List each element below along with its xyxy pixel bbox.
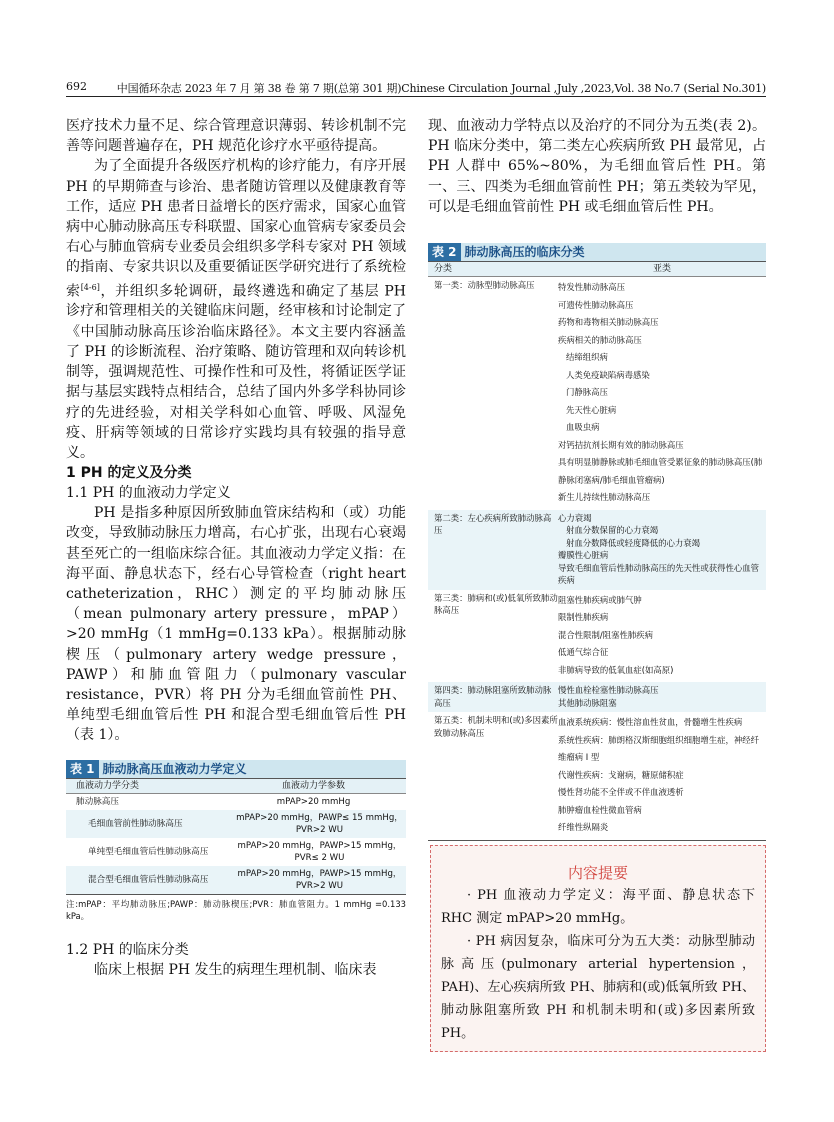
table-row (428, 277, 766, 510)
paragraph: 现、血液动力学特点以及治疗的不同分为五类(表 2)。PH 临床分类中，第二类左心疾病所致 PH 最常见，占 PH 人群中 65%~80%，为毛细血管后性 PH。第一、三、四类为毛细血管前性 PH；第五类较为罕见，可以是毛细血管前性 PH 或毛细血管后性 PH。 (428, 118, 766, 215)
column-header: 血液动力学参数 (281, 780, 345, 791)
paragraph: PH 是指多种原因所致肺血管床结构和（或）功能改变，导致肺动脉压力增高，右心扩张，出现右心衰竭甚至死亡的一组临床综合征。其血液动力学定义指：在海平面、静息状态下，经右心导管检查（right heart catheterization，RHC）测定的平均肺动脉压（mean pulmonary artery pressure，mPAP）>20 mmHg（1 mmHg=0.133 kPa）。根据肺动脉楔压（pulmonary artery wedge pressure，PAWP）和肺血管阻力（pulmonary vascular resistance，PVR）将 PH 分为毛细血管前性 PH、单纯型毛细血管后性 PH 和混合型毛细血管后性 PH（表 1）。 (66, 505, 406, 744)
subcategory-item: 先天性心脏病 (566, 404, 617, 415)
subcategory-item: 慢性血栓栓塞性肺动脉高压 (558, 685, 659, 696)
subcategory-item: 限制性肺疾病 (558, 612, 609, 623)
table-caption (428, 243, 766, 261)
subcategory-item: 其他肺动脉阻塞 (558, 697, 617, 708)
subcategory-item: 疾病相关的肺动脉高压 (558, 334, 642, 345)
paragraph: 医疗技术力量不足、综合管理意识薄弱、转诊机制不完善等问题普遍存在，PH 规范化诊疗水平亟待提高。 (66, 118, 406, 155)
category-cell: 第一类：动脉型肺动脉高压 (434, 280, 535, 291)
right-column (428, 116, 766, 841)
category-cell: 第三类：肺病和(或)低氧所致肺动脉高压 (434, 592, 558, 616)
subcategory-item: 代谢性疾病：戈谢病，糖原储积症 (558, 769, 684, 780)
table-row (428, 510, 766, 590)
subcategory-item: 新生儿持续性肺动脉高压 (558, 492, 651, 503)
summary-box (430, 845, 766, 1052)
subcategory-item: 血液系统疾病：慢性溶血性贫血，骨髓增生性疾病 (558, 717, 743, 728)
paragraph: 为了全面提升各级医疗机构的诊疗能力，有序开展 PH 的早期筛查与诊治、患者随访管理以及健康教育等工作，适应 PH 患者日益增长的医疗需求，国家心血管病中心肺动脉高压专科联盟、国家心血管病专家委员会右心与肺血管病专业委员会组织多学科专家对 PH 领域的指南、专家共识以及重要循证医学研究进行了系统检索[4-6]，并组织多轮调研，最终遴选和确定了基层 PH 诊疗和管理相关的关键临床问题，经审核和讨论制定了《中国肺动脉高压诊治临床路径》。本文主要内容涵盖了 PH 的诊断流程、治疗策略、随访管理和双向转诊机制等，强调规范性、可操作性和可及性，将循证医学证据与基层实践特点相结合，总结了国内外多学科协同诊疗的先进经验，对相关学科如心血管、呼吸、风湿免疫、肝病等领域的日常诊疗实践均具有较强的指导意义。 (66, 158, 407, 461)
subcategory-item: 系统性疾病：肺朗格汉斯细胞组织细胞增生症，神经纤维瘤病 I 型 (558, 734, 759, 763)
subcategory-item: 射血分数保留的心力衰竭 (566, 525, 659, 536)
left-column (66, 116, 406, 980)
subcategory-item: 肺肿瘤血栓性微血管病 (558, 804, 642, 815)
summary-point: · PH 病因复杂，临床可分为五大类：动脉型肺动脉高压(pulmonary arterial hypertension，PAH)、左心疾病所致 PH、肺病和(或)低氧所致 PH、肺动脉阻塞所致 PH 和机制未明和(或)多因素所致 PH。 (441, 934, 755, 1041)
table-1 (66, 760, 406, 922)
table-row: 单纯型毛细血管后性肺动脉高压 mPAP>20 mmHg，PAWP>15 mmHg， PVR≤ 2 WU (88, 840, 402, 863)
table-number: 表 2 (428, 243, 461, 261)
subcategory-item: 人类免疫缺陷病毒感染 (566, 369, 650, 380)
table-row (428, 590, 766, 683)
table-row (428, 712, 766, 841)
table-header (428, 261, 766, 277)
subcategory-item: 药物和毒物相关肺动脉高压 (558, 317, 659, 328)
subcategory-item: 心力衰竭 (558, 512, 592, 523)
subcategory-item: 血吸虫病 (566, 422, 600, 433)
subcategory-item: 非肺病导致的低氧血症(如高原) (558, 664, 674, 675)
subcategory-item: 特发性肺动脉高压 (558, 282, 625, 293)
running-header (66, 80, 766, 97)
table-title: 肺动脉高压血液动力学定义 (102, 761, 247, 776)
table-header (66, 778, 406, 794)
paragraph: 临床上根据 PH 发生的病理生理机制、临床表 (94, 961, 377, 978)
subcategory-item: 纤维性纵隔炎 (558, 822, 609, 833)
table-number: 表 1 (66, 760, 99, 778)
journal-citation: 中国循环杂志 2023 年 7 月 第 38 卷 第 7 期(总第 301 期)Chinese Circulation Journal ,July ,2023,Vol. 38 No.7 (Serial No.301) (116, 82, 766, 95)
table-body (428, 277, 766, 841)
category-cell: 第二类：左心疾病所致肺动脉高压 (434, 512, 552, 536)
table-row: 混合型毛细血管后性肺动脉高压 mPAP>20 mmHg，PAWP>15 mmHg， PVR>2 WU (66, 866, 406, 895)
subcategory-item: 瓣膜性心脏病 (558, 550, 609, 561)
column-header: 血液动力学分类 (76, 780, 140, 791)
subcategory-item: 结缔组织病 (566, 352, 608, 363)
column-header: 分类 (434, 264, 453, 275)
subcategory-cell (558, 279, 766, 507)
subcategory-item: 混合性限制/阻塞性肺疾病 (558, 629, 653, 640)
category-cell: 第四类：肺动脉阻塞所致肺动脉高压 (434, 685, 552, 708)
subcategory-item: 导致毛细血管后性肺动脉高压的先天性或获得性心血管疾病 (558, 562, 759, 586)
table-row: 毛细血管前性肺动脉高压 mPAP>20 mmHg，PAWP≤ 15 mmHg， PVR>2 WU (66, 810, 406, 838)
subsection-heading: 1.1 PH 的血液动力学定义 (66, 485, 231, 502)
subcategory-item: 可遗传性肺动脉高压 (558, 299, 634, 310)
subcategory-item: 具有明显肺静脉或肺毛细血管受累征象的肺动脉高压(肺静脉闭塞病/肺毛细血管瘤病) (558, 457, 763, 485)
table-2 (428, 243, 766, 841)
subcategory-item: 阻塞性肺疾病或肺气肿 (558, 594, 642, 605)
section-heading: 1 PH 的定义及分类 (66, 465, 192, 482)
table-row: 肺动脉高压 mPAP>20 mmHg (76, 796, 351, 807)
table-caption (66, 760, 406, 778)
subcategory-item: 对钙拮抗剂长期有效的肺动脉高压 (558, 439, 684, 450)
category-cell: 第五类：机制未明和(或)多因素所致肺动脉高压 (434, 715, 558, 738)
page-number: 692 (66, 80, 87, 93)
subcategory-cell (558, 512, 766, 587)
subcategory-item: 低通气综合征 (558, 647, 609, 658)
table-row (428, 682, 766, 712)
table-note: 注:mPAP：平均肺动脉压;PAWP：肺动脉楔压;PVR：肺血管阻力。1 mmHg =0.133 kPa。 (66, 898, 406, 921)
subcategory-cell (558, 714, 766, 837)
subcategory-cell (558, 592, 766, 680)
citation-ref: [4-6] (80, 282, 100, 292)
subsection-heading: 1.2 PH 的临床分类 (66, 941, 189, 958)
summary-title: 内容提要 (567, 864, 628, 882)
subcategory-cell (558, 684, 766, 709)
summary-point: · PH 血液动力学定义：海平面、静息状态下 RHC 测定 mPAP>20 mmHg。 (441, 888, 755, 926)
subcategory-item: 慢性肾功能不全伴或不伴血液透析 (558, 787, 684, 798)
subcategory-item: 门静脉高压 (566, 387, 608, 398)
column-header: 亚类 (652, 264, 671, 275)
subcategory-item: 射血分数降低或轻度降低的心力衰竭 (566, 537, 700, 548)
table-title: 肺动脉高压的临床分类 (464, 245, 585, 260)
